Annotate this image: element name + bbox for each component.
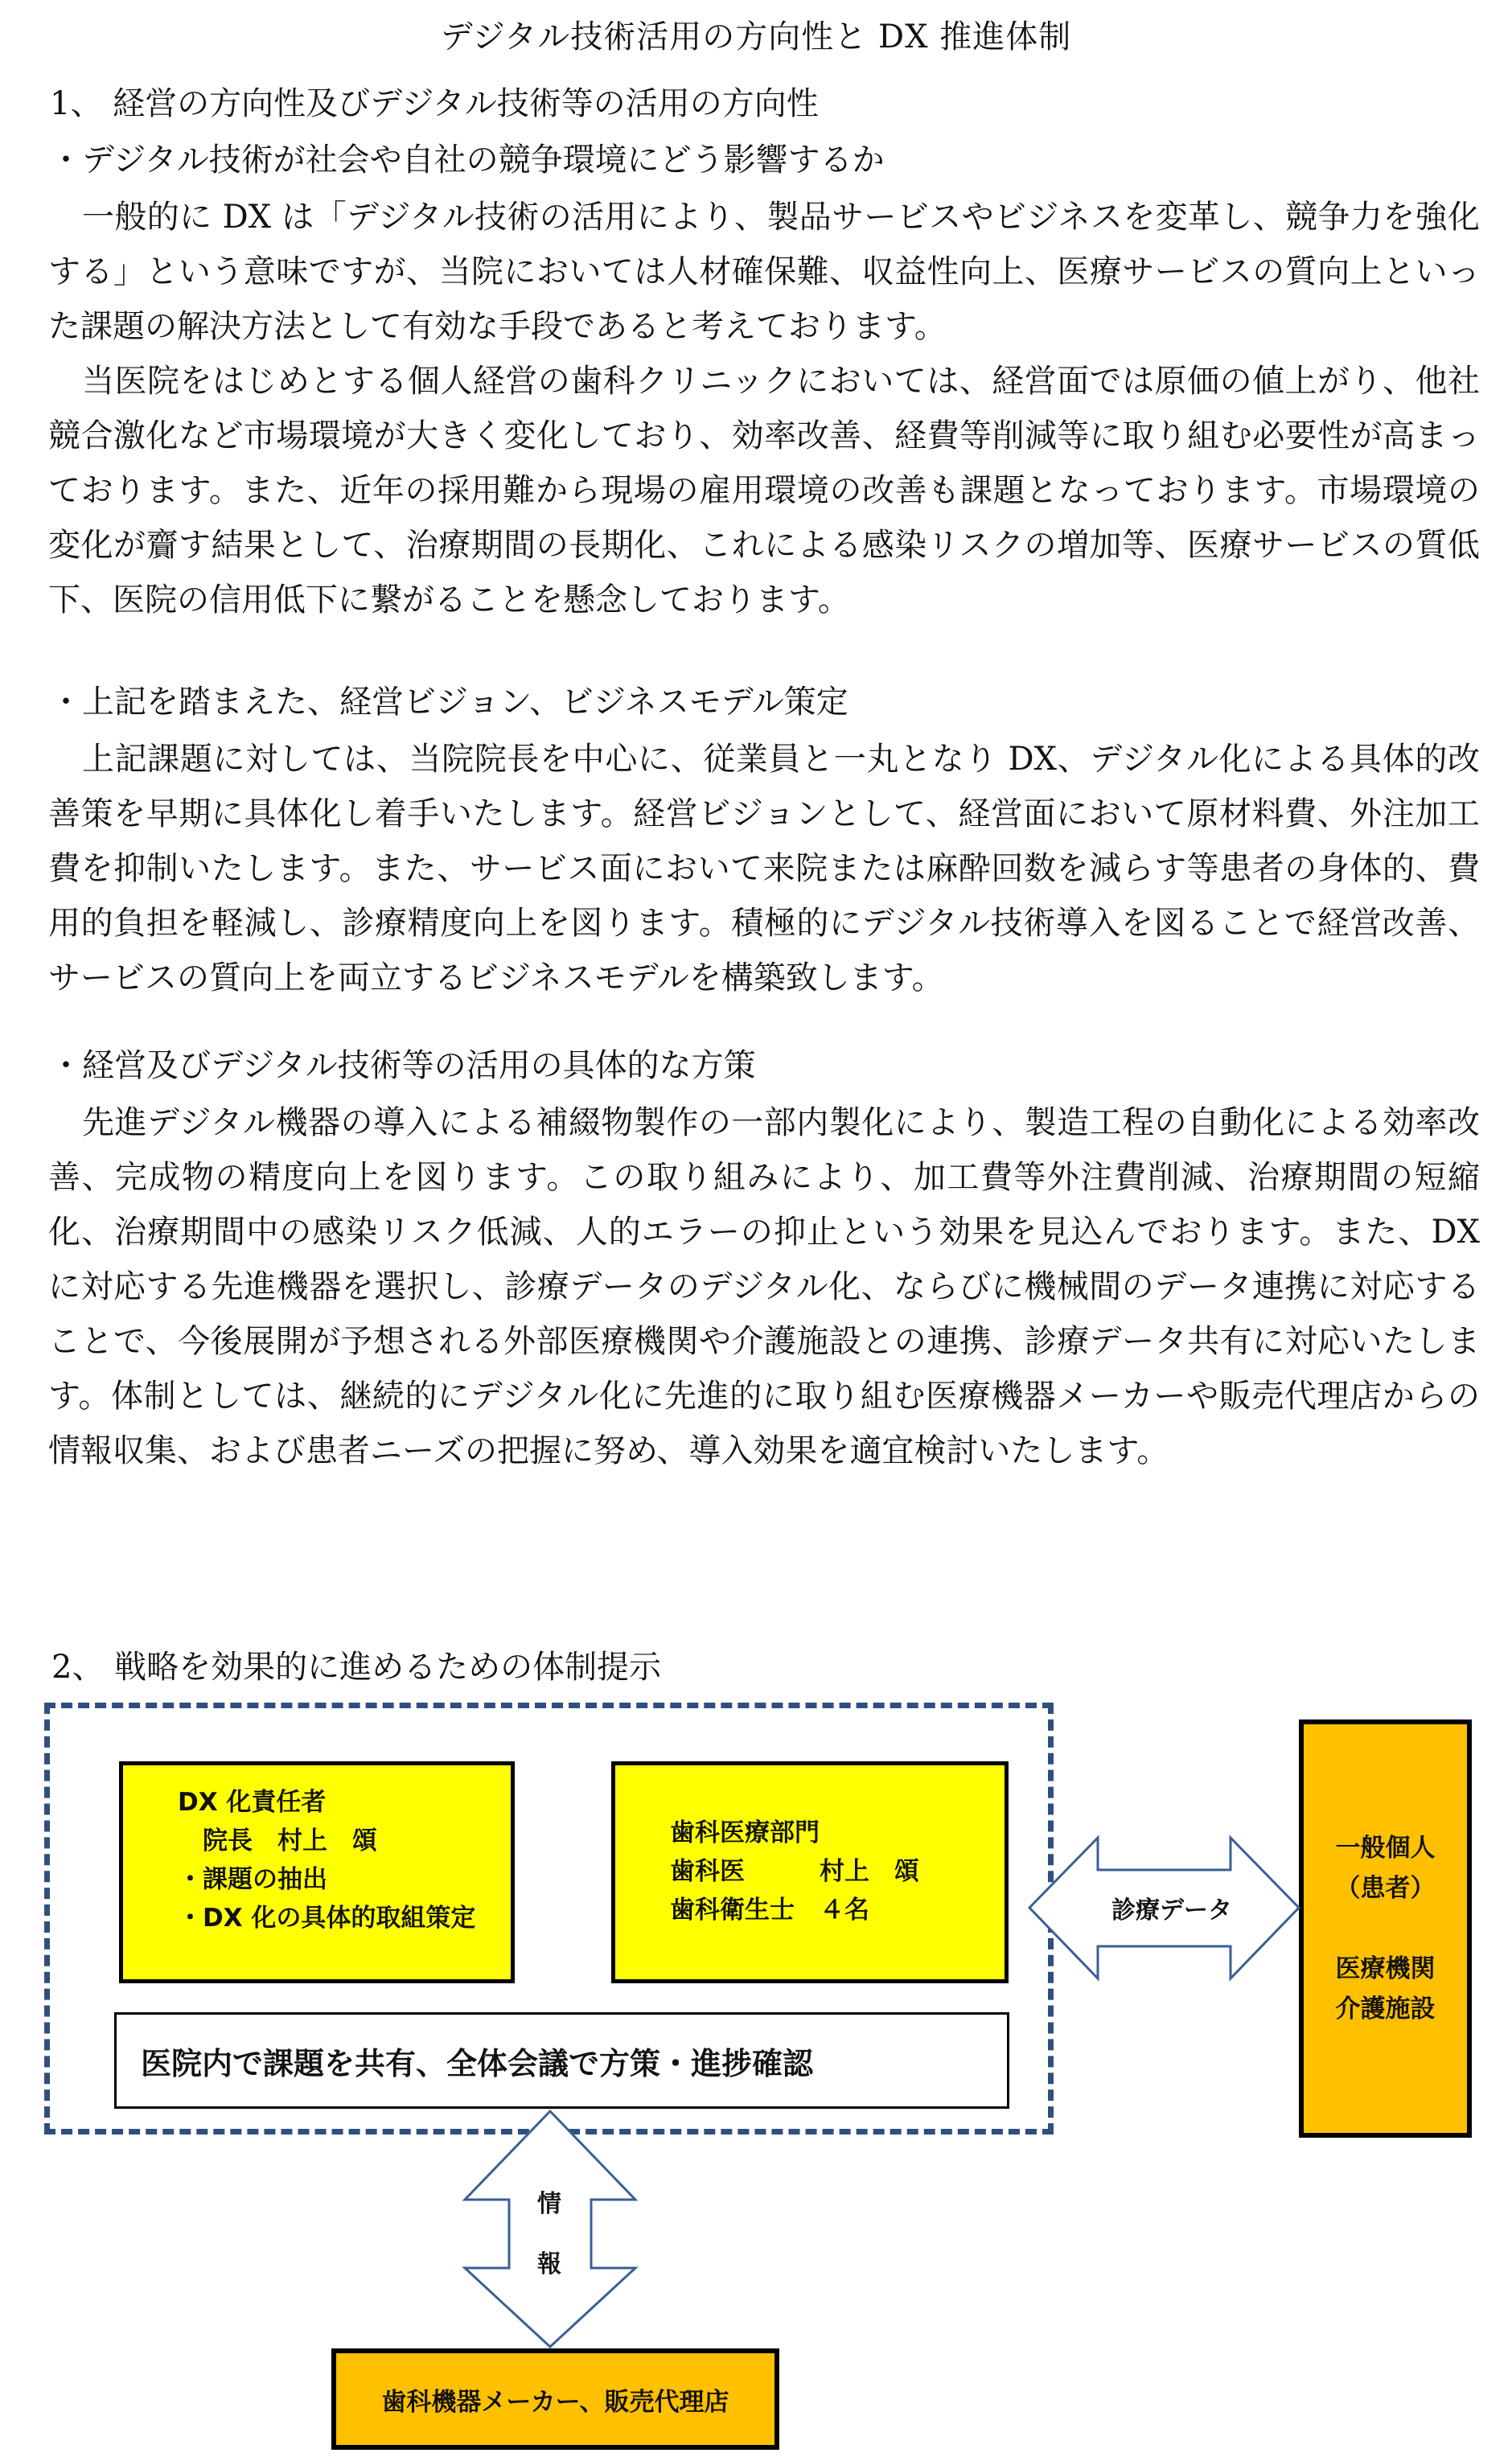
section2-heading: 2、 戦略を効果的に進めるための体制提示 <box>51 1649 662 1686</box>
dental-box-line: 歯科衛生士 ４名 <box>670 1896 869 1925</box>
paragraph: 一般的に DX は「デジタル技術の活用により、製品サービスやビジネスを変革し、競争力を強化する」という意味ですが、当院においては人材確保難、収益性向上、医療サービスの質向上といった課題の解決方法として有効な手段であると考えております。 <box>48 199 1480 345</box>
dx-box-line: ・課題の抽出 <box>178 1865 327 1894</box>
dental-box-line: 歯科医療部門 <box>670 1818 820 1847</box>
right-box-line: （患者） <box>1335 1874 1436 1903</box>
paragraph: 上記課題に対しては、当院院長を中心に、従業員と一丸となり DX、デジタル化による具体的改善策を早期に具体化し着手いたします。経営ビジョンとして、経営面において原材料費、外注加工費を抑制いたします。また、サービス面において来院または麻酔回数を減らす等患者の身体的、費用的負担を軽減し、診療精度向上を図ります。積極的にデジタル技術導入を図ることで経営改善、サービスの質向上を両立するビジネスモデルを構築致します。 <box>48 741 1480 996</box>
subsection-impact-heading: ・デジタル技術が社会や自社の競争環境にどう影響するか <box>50 142 885 179</box>
paragraph: 先進デジタル機器の導入による補綴物製作の一部内製化により、製造工程の自動化による効率改善、完成物の精度向上を図ります。この取り組みにより、加工費等外注費削減、治療期間の短縮化、治療期間中の感染リスク低減、人的エラーの抑止という効果を見込んでおります。また、DX に対応する先進機器を選択し、診療データのデジタル化、ならびに機械間のデータ連携に対応することで、今後展開が予想される外部医療機関や介護施設との連携、診療データ共有に対応いたします。体制としては、継続的にデジタル化に先進的に取り組む医療機器メーカーや販売代理店からの情報収集、および患者ニーズの把握に努め、導入効果を適宜検討いたします。 <box>48 1104 1480 1469</box>
shared-issues-text: 医院内で課題を共有、全体会議で方策・進捗確認 <box>141 2045 814 2081</box>
right-box-line: 介護施設 <box>1335 1995 1436 2024</box>
subsection-measures-heading: ・経営及びデジタル技術等の活用の具体的な方策 <box>50 1047 756 1084</box>
right-box-line: 医療機関 <box>1335 1954 1436 1983</box>
double-arrow-vertical-icon <box>465 2111 635 2347</box>
section1-heading: 1、 経営の方向性及びデジタル技術等の活用の方向性 <box>50 85 819 122</box>
dental-box-line: 歯科医 村上 頌 <box>670 1857 919 1886</box>
info-label-char: 情 <box>537 2190 561 2218</box>
vendor-text: 歯科機器メーカー、販売代理店 <box>381 2387 729 2417</box>
paragraph: 当医院をはじめとする個人経営の歯科クリニックにおいては、経営面では原価の値上がり、他社競合激化など市場環境が大きく変化しており、効率改善、経費等削減等に取り組む必要性が高まっております。また、近年の採用難から現場の雇用環境の改善も課題となっております。市場環境の変化が齎す結果として、治療期間の長期化、これによる感染リスクの増加等、医療サービスの質低下、医院の信用低下に繋がることを懸念しております。 <box>48 363 1480 618</box>
dx-box-line: 院長 村上 頌 <box>178 1826 377 1855</box>
info-label-char: 報 <box>537 2250 561 2278</box>
dx-box-line: ・DX 化の具体的取組策定 <box>178 1904 476 1933</box>
clinical-data-label: 診療データ <box>1111 1896 1232 1925</box>
dx-box-line: DX 化責任者 <box>178 1788 327 1817</box>
page-title: デジタル技術活用の方向性と DX 推進体制 <box>440 18 1072 55</box>
subsection-vision-heading: ・上記を踏まえた、経営ビジョン、ビジネスモデル策定 <box>50 684 848 721</box>
right-box-line: 一般個人 <box>1335 1834 1436 1863</box>
